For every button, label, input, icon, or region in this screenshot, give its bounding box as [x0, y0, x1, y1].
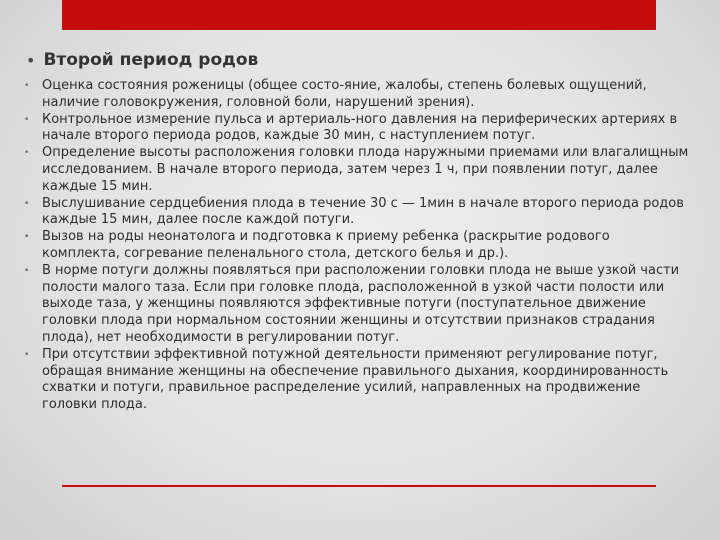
list-item-text: Оценка состояния роженицы (общее состо-яние, жалобы, степень болевых ощущений, наличие головокружения, головной боли, нарушений зрения).	[42, 78, 647, 110]
list-item-text: Контрольное измерение пульса и артериаль-ного давления на периферических артериях в начале второго периода родов, каждые 30 мин, с наступлением потуг.	[42, 111, 678, 144]
bullet-icon: •	[24, 114, 30, 125]
list-item-text: Определение высоты расположения головки плода наружными приемами или влагалищным исследованием. В начале второго периода, затем через 1 ч, при появлении потуг, далее каждые 15 мин.	[42, 145, 689, 194]
title-row	[26, 50, 258, 70]
list-item-text: Выслушивание сердцебиения плода в течение 30 с — 1мин в начале второго периода родов каждые 15 мин, далее после каждой потуги.	[42, 195, 684, 228]
bullet-icon: •	[24, 81, 30, 91]
bullet-icon: •	[24, 349, 30, 360]
list-item	[22, 229, 690, 263]
bottom-accent-line	[62, 485, 656, 487]
bullet-icon: •	[24, 148, 30, 159]
list-item	[22, 263, 690, 347]
list-item-text: При отсутствии эффективной потужной деятельности применяют регулирование потуг, обращая внимание женщины на обеспечение правильного дыхания, координированность схватки и потуги, правильное распределение усилий, направленных на продвижение головки плода.	[42, 346, 669, 413]
list-item-text: Вызов на роды неонатолога и подготовка к приему ребенка (раскрытие родового комплекта, согревание пеленального стола, детского белья и др.).	[42, 229, 610, 261]
list-item	[22, 78, 690, 112]
list-item	[22, 112, 690, 146]
bullet-icon: •	[24, 265, 30, 276]
list-item	[22, 347, 690, 414]
title-bullet-icon: •	[26, 50, 36, 70]
slide-title: Второй период родов	[43, 50, 259, 70]
list-item	[22, 145, 690, 195]
list-item-text: В норме потуги должны появляться при расположении головки плода не выше узкой части полости малого таза. Если при головке плода, расположенной в узкой части полости или выходе таза, у женщины появляются эффективные потуги (поступательное движение головки плода при нормальном состоянии женщины и отсутствии признаков страдания плода), нет необходимости в регулировании потуг.	[42, 262, 680, 345]
top-accent-bar	[62, 0, 656, 30]
list-item	[22, 196, 690, 230]
bullet-icon: •	[24, 232, 30, 243]
bullet-icon: •	[24, 198, 30, 209]
bullet-list	[22, 78, 690, 414]
